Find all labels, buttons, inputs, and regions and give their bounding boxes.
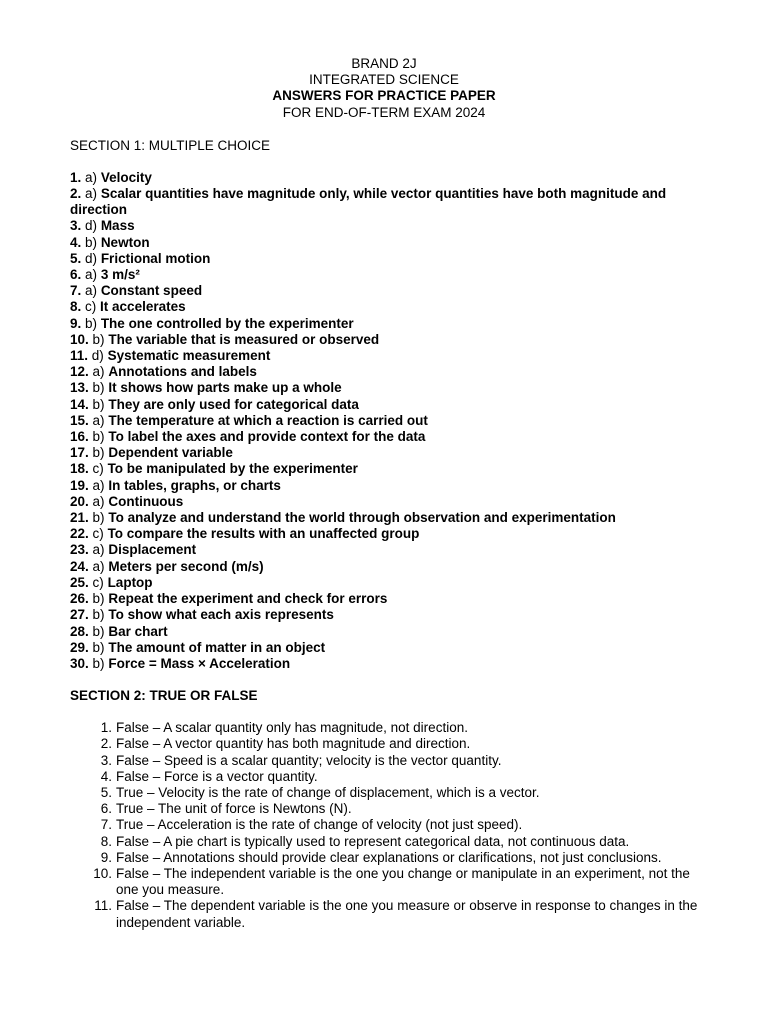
tf-answer-item	[70, 850, 698, 866]
mc-answer-text: The temperature at which a reaction is carried out	[108, 412, 428, 428]
mc-answer-text: Mass	[100, 218, 135, 234]
mc-answer-text: Annotations and labels	[108, 364, 257, 380]
header-exam: FOR END-OF-TERM EXAM 2024	[282, 104, 486, 120]
mc-question-number: 14.	[70, 396, 89, 412]
mc-answer-text: The variable that is measured or observed	[108, 331, 380, 347]
mc-answer-row	[70, 332, 698, 348]
mc-answer-row	[70, 607, 698, 623]
mc-option-letter: c)	[92, 574, 104, 590]
tf-item-number: 9.	[100, 849, 112, 865]
mc-answer-row	[70, 542, 698, 558]
mc-answer-row	[70, 510, 698, 526]
mc-answer-text: Bar chart	[108, 623, 168, 639]
mc-answer-row	[70, 235, 698, 251]
section1-title: SECTION 1: MULTIPLE CHOICE	[70, 137, 271, 153]
mc-option-letter: b)	[92, 591, 105, 607]
tf-item-text: False – A pie chart is typically used to represent categorical data, not continuous data.	[116, 833, 630, 849]
mc-question-number: 16.	[70, 429, 89, 445]
mc-question-number: 17.	[70, 445, 89, 461]
mc-question-number: 10.	[70, 331, 89, 347]
mc-answer-row	[70, 348, 698, 364]
tf-answer-item	[70, 769, 698, 785]
tf-item-text: True – Velocity is the rate of change of displacement, which is a vector.	[116, 784, 540, 800]
tf-answer-item	[70, 801, 698, 817]
tf-answer-item	[70, 898, 698, 930]
tf-item-text: False – The dependent variable is the one you measure or observe in response to changes in the independent variable.	[116, 898, 698, 930]
tf-item-text: False – Force is a vector quantity.	[116, 768, 318, 784]
tf-item-text: False – A vector quantity has both magnitude and direction.	[116, 736, 471, 752]
mc-option-letter: c)	[85, 299, 97, 315]
tf-item-number: 5.	[100, 784, 112, 800]
tf-item-number: 2.	[100, 736, 112, 752]
mc-option-letter: a)	[92, 493, 105, 509]
tf-item-number: 6.	[100, 801, 112, 817]
mc-answer-text: To be manipulated by the experimenter	[107, 461, 358, 477]
mc-option-letter: b)	[92, 331, 105, 347]
mc-answer-text: It accelerates	[100, 299, 186, 315]
mc-option-letter: a)	[85, 169, 98, 185]
mc-answer-text: The amount of matter in an object	[108, 639, 326, 655]
tf-answer-item	[70, 834, 698, 850]
mc-question-number: 19.	[70, 477, 89, 493]
tf-answer-item	[70, 817, 698, 833]
tf-answer-item	[70, 753, 698, 769]
mc-answer-text: Laptop	[107, 574, 153, 590]
mc-question-number: 11.	[70, 348, 89, 364]
mc-answer-row	[70, 299, 698, 315]
mc-answer-row	[70, 218, 698, 234]
mc-option-letter: b)	[92, 429, 105, 445]
mc-answer-text: To show what each axis represents	[108, 607, 334, 623]
mc-option-letter: a)	[92, 558, 105, 574]
mc-answer-row	[70, 413, 698, 429]
mc-answer-text: Displacement	[108, 542, 197, 558]
mc-option-letter: d)	[91, 348, 104, 364]
mc-question-number: 24.	[70, 558, 89, 574]
mc-answer-row	[70, 397, 698, 413]
mc-option-letter: a)	[85, 186, 98, 202]
mc-option-letter: d)	[85, 218, 98, 234]
mc-answer-text: Force = Mass × Acceleration	[108, 655, 291, 671]
mc-question-number: 4.	[70, 234, 82, 250]
mc-answer-row	[70, 624, 698, 640]
tf-item-number: 7.	[100, 817, 112, 833]
mc-question-number: 20.	[70, 493, 89, 509]
mc-option-letter: b)	[92, 510, 105, 526]
mc-answer-text: Constant speed	[100, 283, 203, 299]
mc-option-letter: b)	[92, 396, 105, 412]
mc-question-number: 23.	[70, 542, 89, 558]
tf-item-number: 3.	[100, 752, 112, 768]
mc-option-letter: c)	[92, 461, 104, 477]
mc-option-letter: b)	[92, 623, 105, 639]
mc-question-number: 22.	[70, 526, 89, 542]
mc-option-letter: a)	[92, 477, 105, 493]
mc-answer-row	[70, 640, 698, 656]
mc-option-letter: a)	[85, 283, 98, 299]
mc-question-number: 12.	[70, 364, 89, 380]
mc-question-number: 5.	[70, 250, 82, 266]
mc-question-number: 30.	[70, 655, 89, 671]
tf-item-text: False – Annotations should provide clear explanations or clarifications, not just conclusions.	[116, 849, 662, 865]
mc-option-letter: a)	[85, 267, 98, 283]
mc-answer-text: The one controlled by the experimenter	[100, 315, 354, 331]
mc-answer-row	[70, 445, 698, 461]
tf-item-number: 1.	[100, 720, 112, 736]
mc-option-letter: b)	[92, 380, 105, 396]
mc-answer-row	[70, 478, 698, 494]
mc-answer-text: Newton	[100, 234, 150, 250]
tf-item-text: False – The independent variable is the one you change or manipulate in an experiment, not the one you measure.	[116, 865, 690, 898]
mc-option-letter: a)	[92, 412, 105, 428]
tf-item-number: 4.	[100, 768, 112, 784]
tf-item-text: True – The unit of force is Newtons (N).	[116, 801, 352, 817]
mc-question-number: 2.	[70, 186, 82, 202]
mc-question-number: 9.	[70, 315, 82, 331]
mc-answer-row	[70, 494, 698, 510]
mc-question-number: 6.	[70, 267, 82, 283]
mc-answer-text: Continuous	[108, 493, 184, 509]
true-false-list	[70, 720, 698, 931]
mc-answer-row	[70, 316, 698, 332]
tf-answer-item	[70, 866, 698, 898]
tf-item-text: False – Speed is a scalar quantity; velocity is the vector quantity.	[116, 752, 502, 768]
mc-answer-text: To analyze and understand the world through observation and experimentation	[108, 510, 616, 526]
mc-question-number: 1.	[70, 169, 82, 185]
mc-answer-row	[70, 170, 698, 186]
mc-answer-row	[70, 656, 698, 672]
mc-answer-text: They are only used for categorical data	[108, 396, 359, 412]
tf-item-number: 8.	[100, 833, 112, 849]
mc-answer-text: Frictional motion	[100, 250, 211, 266]
mc-question-number: 18.	[70, 461, 89, 477]
section2-title: SECTION 2: TRUE OR FALSE	[70, 688, 258, 704]
mc-answer-row	[70, 526, 698, 542]
mc-answer-text: To label the axes and provide context for the data	[108, 429, 426, 445]
header-title: ANSWERS FOR PRACTICE PAPER	[272, 88, 496, 104]
mc-answer-text: Systematic measurement	[107, 348, 271, 364]
mc-answer-row	[70, 429, 698, 445]
multiple-choice-list	[70, 170, 698, 672]
tf-item-text: False – A scalar quantity only has magnitude, not direction.	[116, 720, 468, 736]
mc-answer-row	[70, 267, 698, 283]
tf-answer-item	[70, 720, 698, 736]
mc-option-letter: c)	[92, 526, 104, 542]
mc-option-letter: b)	[92, 445, 105, 461]
document-header	[70, 56, 698, 121]
mc-question-number: 28.	[70, 623, 89, 639]
mc-option-letter: b)	[85, 315, 98, 331]
header-subject: INTEGRATED SCIENCE	[309, 72, 459, 88]
mc-answer-text: Meters per second (m/s)	[108, 558, 264, 574]
mc-question-number: 27.	[70, 607, 89, 623]
mc-option-letter: b)	[92, 655, 105, 671]
mc-answer-row	[70, 591, 698, 607]
mc-answer-text: Velocity	[100, 169, 152, 185]
mc-answer-row	[70, 380, 698, 396]
tf-item-text: True – Acceleration is the rate of change of velocity (not just speed).	[116, 817, 523, 833]
mc-answer-row	[70, 186, 698, 218]
mc-answer-text: Dependent variable	[108, 445, 233, 461]
mc-question-number: 8.	[70, 299, 82, 315]
mc-answer-row	[70, 461, 698, 477]
mc-question-number: 15.	[70, 412, 89, 428]
tf-answer-item	[70, 736, 698, 752]
mc-answer-text: To compare the results with an unaffected group	[107, 526, 420, 542]
mc-question-number: 21.	[70, 510, 89, 526]
mc-option-letter: a)	[92, 542, 105, 558]
mc-question-number: 7.	[70, 283, 82, 299]
mc-answer-row	[70, 575, 698, 591]
mc-answer-row	[70, 251, 698, 267]
mc-question-number: 3.	[70, 218, 82, 234]
header-class: BRAND 2J	[351, 56, 417, 71]
mc-option-letter: a)	[92, 364, 105, 380]
mc-answer-text: Repeat the experiment and check for errors	[108, 591, 388, 607]
mc-option-letter: b)	[85, 234, 98, 250]
mc-answer-text: In tables, graphs, or charts	[108, 477, 281, 493]
tf-item-number: 11.	[94, 898, 112, 914]
tf-answer-item	[70, 785, 698, 801]
mc-answer-row	[70, 283, 698, 299]
mc-question-number: 25.	[70, 574, 89, 590]
mc-question-number: 26.	[70, 591, 89, 607]
mc-option-letter: d)	[85, 250, 98, 266]
mc-answer-row	[70, 364, 698, 380]
mc-option-letter: b)	[92, 607, 105, 623]
mc-question-number: 29.	[70, 639, 89, 655]
tf-item-number: 10.	[93, 865, 112, 881]
mc-answer-text: Scalar quantities have magnitude only, while vector quantities have both magnitude and direction	[70, 186, 667, 218]
mc-question-number: 13.	[70, 380, 89, 396]
mc-option-letter: b)	[92, 639, 105, 655]
mc-answer-row	[70, 559, 698, 575]
mc-answer-text: 3 m/s²	[100, 267, 140, 283]
mc-answer-text: It shows how parts make up a whole	[108, 380, 342, 396]
